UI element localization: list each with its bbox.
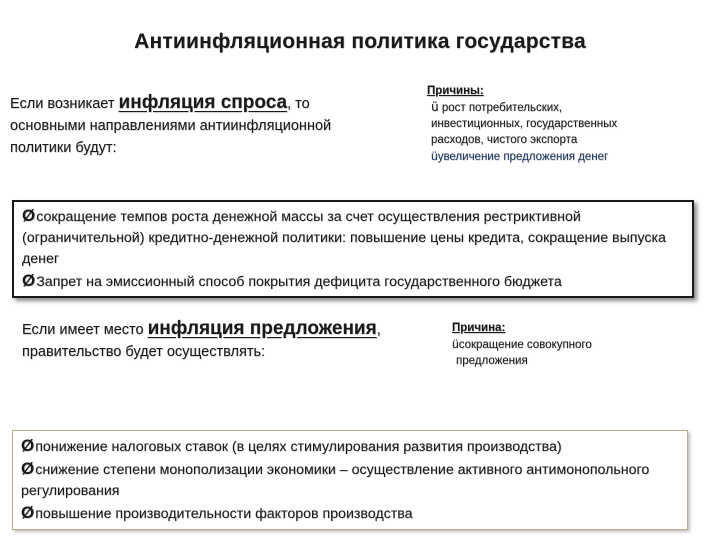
supply-intro [22, 318, 442, 363]
arrow-bullet-icon: Ø [21, 436, 35, 455]
supply-measures-box [12, 430, 688, 530]
supply-reason-2: предложения [456, 355, 528, 367]
check-icon: ü [431, 100, 439, 114]
demand-measure-1: Øсокращение темпов роста денежной массы за счет осуществления рестриктивной (ограничительной) кредитно-денежной политики: повышение цены кредита, сокращение выпуска денег [22, 206, 666, 267]
supply-reason-title: Причина: [452, 322, 506, 334]
demand-measures-box [12, 200, 694, 298]
supply-measure-3: Øповышение производительности факторов производства [21, 503, 413, 522]
supply-measure-2: Øснижение степени монополизации экономики – осуществление активного антимонопольного регулирования [21, 459, 650, 499]
supply-inflation-term: инфляция предложения [147, 318, 377, 339]
arrow-bullet-icon: Ø [21, 459, 35, 478]
arrow-bullet-icon: Ø [22, 206, 36, 225]
demand-reason-1: ü рост потребительских, [431, 100, 563, 114]
arrow-bullet-icon: Ø [22, 271, 36, 290]
arrow-bullet-icon: Ø [21, 503, 35, 522]
check-icon: ü [452, 337, 459, 351]
supply-intro-line-1: Если имеет место инфляция предложения, [22, 318, 381, 339]
page-title: Антиинфляционная политика государства [134, 30, 586, 53]
supply-intro-line-2: правительство будет осуществлять: [22, 344, 266, 360]
demand-intro-line-1: Если возникает инфляция спроса, то [10, 92, 310, 113]
demand-intro-line-2: основными направлениями антиинфляционной [10, 118, 332, 134]
demand-reason-3: расходов, чистого экспорта [431, 134, 578, 146]
demand-reasons [427, 83, 687, 165]
supply-reasons [452, 320, 672, 369]
demand-inflation-term: инфляция спроса [118, 92, 288, 113]
supply-measure-1: Øпонижение налоговых ставок (в целях стимулирования развития производства) [21, 436, 562, 455]
supply-reason-1: üсокращение совокупного [452, 337, 592, 351]
demand-reason-2: инвестиционных, государственных [431, 118, 618, 130]
demand-reason-highlight: üувеличение предложения денег [431, 149, 609, 163]
demand-intro-line-3: политики будут: [10, 140, 117, 156]
check-icon: ü [431, 149, 438, 163]
demand-measure-2: ØЗапрет на эмиссионный способ покрытия дефицита государственного бюджета [22, 271, 562, 290]
demand-intro [10, 92, 410, 159]
demand-reasons-title: Причины: [427, 85, 484, 97]
